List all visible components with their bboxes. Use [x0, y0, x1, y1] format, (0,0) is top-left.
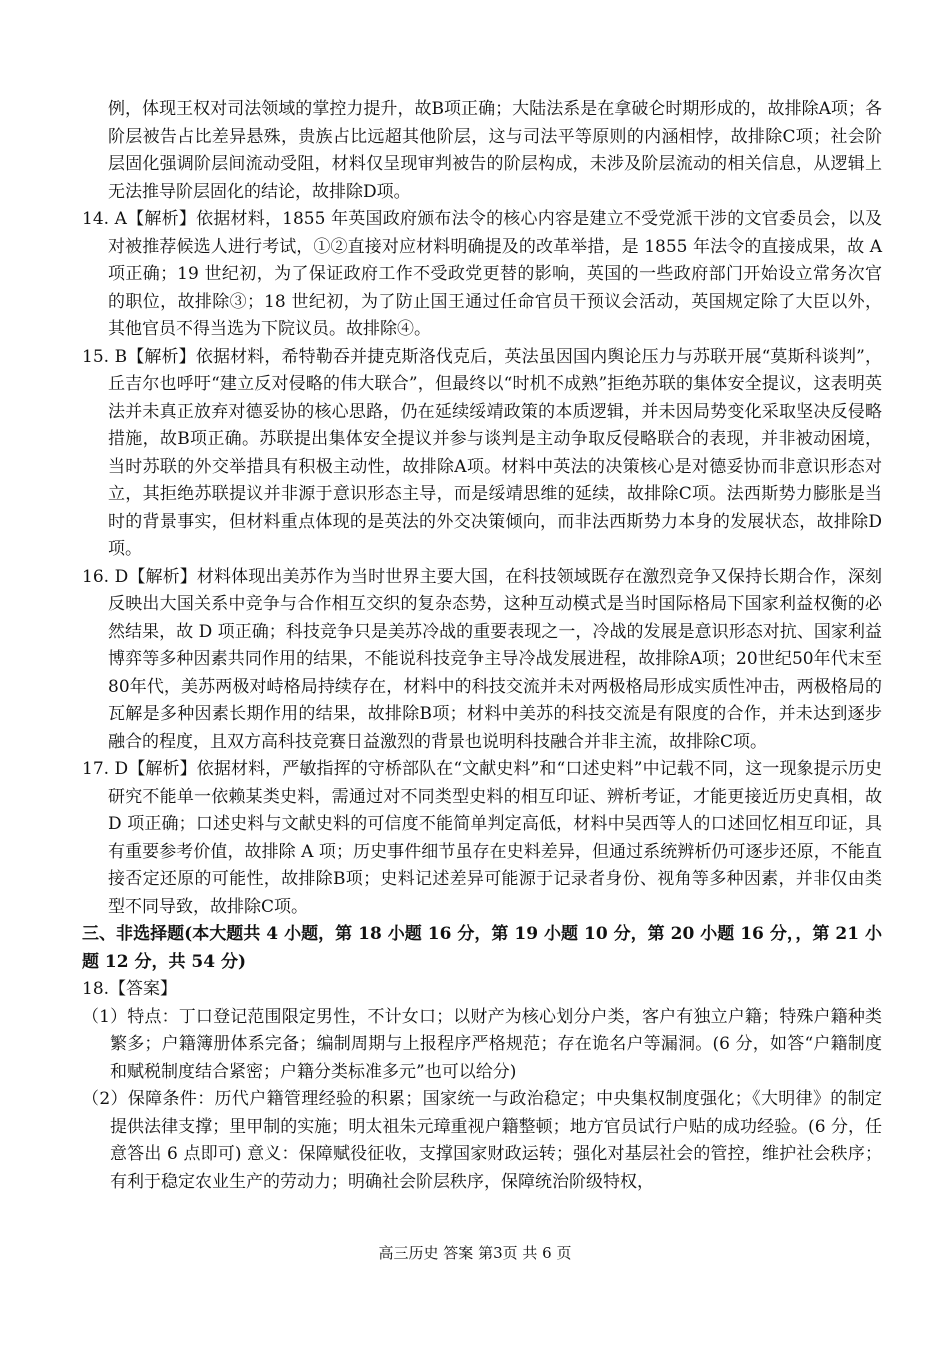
- answer-label: 17. D【解析】: [82, 759, 197, 779]
- page-footer: 高三历史 答案 第3页 共 6 页: [378, 1244, 572, 1262]
- section-heading-non-choice: 三、非选择题(本大题共 4 小题，第 18 小题 16 分，第 19 小题 10 分，第 20 小题 16 分，，第 21 小题 12 分，共 54 分): [82, 924, 882, 972]
- q18-part-1: [82, 1004, 882, 1087]
- continued-explanation-q13: 例，体现王权对司法领域的掌控力提升，故B项正确；大陆法系是在拿破仑时期形成的，故排除A项；各阶层被告占比差异悬殊，贵族占比远超其他阶层，这与司法平等原则的内涵相悖，故排除C项；社会阶层固化强调阶层间流动受阻，材料仅呈现审判被告的阶层构成，未涉及阶层流动的相关信息，从逻辑上无法推导阶层固化的结论，故排除D项。: [108, 99, 882, 202]
- part-text: 特点：丁口登记范围限定男性，不计女口；以财产为核心划分户类，客户有独立户籍；特殊户籍种类繁多；户籍簿册体系完备；编制周期与上报程序严格规范；存在诡名户等漏洞。(6 分，如答“户籍制度和赋税制度结合紧密；户籍分类标准多元”也可以给分): [110, 1006, 882, 1082]
- answer-text: 材料体现出美苏作为当时世界主要大国，在科技领域既存在激烈竞争又保持长期合作，深刻反映出大国关系中竞争与合作相互交织的复杂态势，这种互动模式是当时国际格局下国家利益权衡的必然结果，故 D 项正确；科技竞争只是美苏冷战的重要表现之一，冷战的发展是意识形态对抗、国家利益博弈等多种因素共同作用的结果，不能说科技竞争主导冷战发展进程，故排除A项；20世纪50年代末至80年代，美苏两极对峙格局持续存在，材料中的科技交流并未对两极格局形成实质性冲击，两极格局的瓦解是多种因素长期作用的结果，故排除B项；材料中美苏的科技交流是有限度的合作，并未达到逐步融合的程度，且双方高科技竞赛日益激烈的背景也说明科技融合并非主流，故排除C项。: [108, 566, 882, 752]
- part-label: （1）: [82, 1006, 128, 1027]
- answer-label: 14. A【解析】: [82, 209, 197, 229]
- answer-label: 16. D【解析】: [82, 566, 197, 587]
- answer-item-16: [82, 564, 882, 757]
- answer-item-15: [82, 344, 882, 564]
- answer-heading-q18: 18.【答案】: [82, 979, 178, 999]
- q18-part-2: [82, 1086, 882, 1196]
- answer-text: 依据材料，1855 年英国政府颁布法令的核心内容是建立不受党派干涉的文官委员会，以及对被推荐候选人进行考试，①②直接对应材料明确提及的改革举措，是 1855 年法令的直接成果，故 A 项正确；19 世纪初，为了保证政府工作不受政党更替的影响，英国的一些政府部门开始设立常务次官的职位，故排除③；18 世纪初，为了防止国王通过任命官员干预议会活动，英国规定除了大臣以外，其他官员不得当选为下院议员。故排除④。: [108, 209, 882, 339]
- answer-item-17: [82, 756, 882, 921]
- page-content: [82, 96, 882, 1196]
- answer-label: 15. B【解析】: [82, 346, 196, 367]
- part-label: （2）: [82, 1089, 128, 1109]
- answer-text: 依据材料，希特勒吞并捷克斯洛伐克后，英法虽因国内舆论压力与苏联开展“莫斯科谈判”，丘吉尔也呼吁“建立反对侵略的伟大联合”，但最终以“时机不成熟”拒绝苏联的集体安全提议，这表明英法并未真正放弃对德妥协的核心思路，仍在延续绥靖政策的本质逻辑，并未因局势变化采取坚决反侵略措施，故B项正确。苏联提出集体安全提议并参与谈判是主动争取反侵略联合的表现，并非被动困境，当时苏联的外交举措具有积极主动性，故排除A项。材料中英法的决策核心是对德妥协而非意识形态对立，其拒绝苏联提议并非源于意识形态主导，而是绥靖思维的延续，故排除C项。法西斯势力膨胀是当时的背景事实，但材料重点体现的是英法的外交决策倾向，而非法西斯势力本身的发展状态，故排除D项。: [108, 346, 882, 559]
- part-text: 保障条件：历代户籍管理经验的积累；国家统一与政治稳定；中央集权制度强化；《大明律》的制定提供法律支撑；里甲制的实施；明太祖朱元璋重视户籍整顿；地方官员试行户贴的成功经验。(6 分，任意答出 6 点即可) 意义：保障赋役征收，支撑国家财政运转；强化对基层社会的管控，维护社会秩序；有利于稳定农业生产的劳动力；明确社会阶层秩序，保障统治阶级特权，: [110, 1089, 882, 1192]
- answer-text: 依据材料，严敏指挥的守桥部队在“文献史料”和“口述史料”中记载不同，这一现象提示历史研究不能单一依赖某类史料，需通过对不同类型史料的相互印证、辨析考证，才能更接近历史真相，故 D 项正确；口述史料与文献史料的可信度不能简单判定高低，材料中吴西等人的口述回忆相互印证，具有重要参考价值，故排除 A 项；历史事件细节虽存在史料差异，但通过系统辨析仍可逐步还原，不能直接否定还原的可能性，故排除B项；史料记述差异可能源于记录者身份、视角等多种因素，并非仅由类型不同导致，故排除C项。: [108, 759, 882, 917]
- q18-parts: [82, 1004, 882, 1197]
- answer-item-14: [82, 206, 882, 344]
